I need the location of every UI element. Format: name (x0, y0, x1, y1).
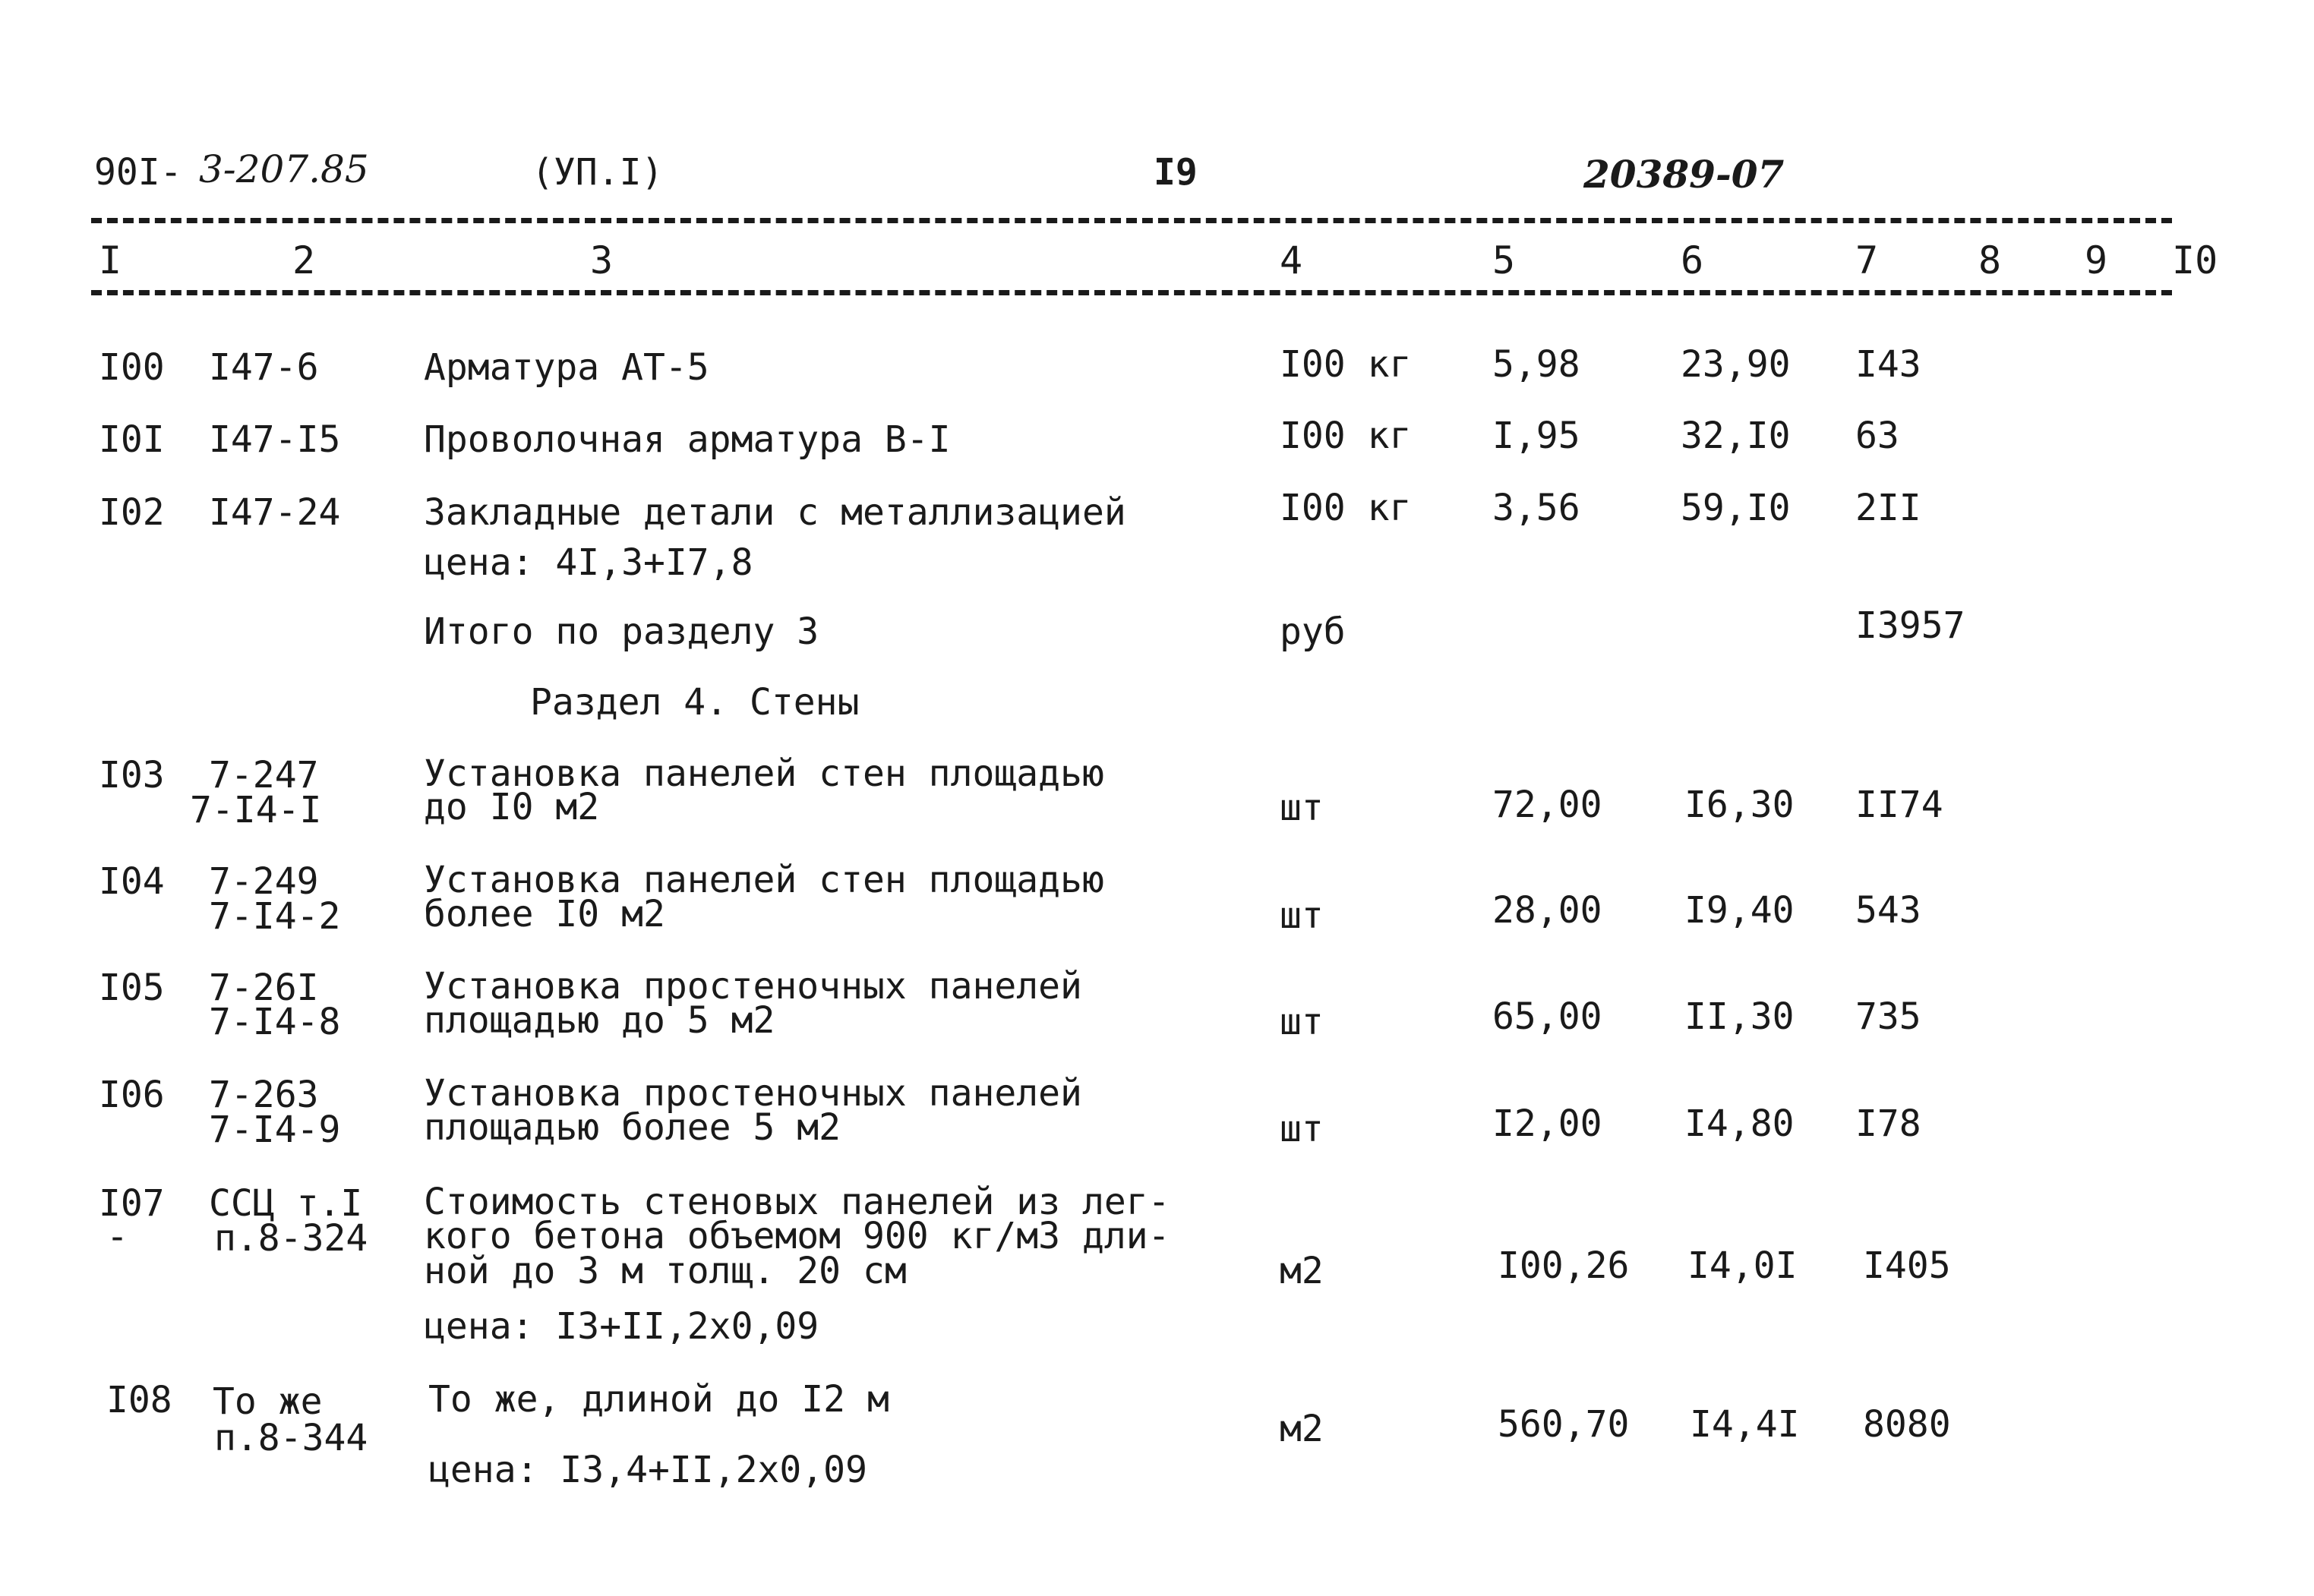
section-total-label: Итого по разделу 3 (424, 610, 819, 653)
row-description: Установка простеночных панелей (424, 1072, 1082, 1115)
row-description: Арматура АТ-5 (424, 346, 709, 389)
row-unit: шт (1280, 787, 1324, 829)
row-unit: I00 кг (1280, 343, 1412, 386)
row-description-cont: до I0 м2 (424, 786, 600, 828)
row-quantity: I2,00 (1492, 1102, 1602, 1145)
row-quantity: 28,00 (1492, 889, 1602, 932)
row-unit: шт (1280, 894, 1324, 937)
row-number: I03 (99, 754, 165, 796)
row-unit-price: 32,I0 (1681, 415, 1791, 457)
row-unit: I00 кг (1280, 487, 1412, 529)
column-header-4: 4 (1280, 238, 1303, 282)
sheet-code: 20389-07 (1583, 152, 1785, 197)
row-number: I08 (106, 1379, 172, 1421)
row-code-secondary: п.8-344 (214, 1417, 368, 1459)
header-top-divider (91, 218, 2172, 223)
row-total: 2II (1855, 487, 1921, 529)
column-header-10: I0 (2172, 238, 2218, 282)
row-description-cont: кого бетона объемом 900 кг/м3 дли- (424, 1215, 1170, 1257)
row-price-note: цена: I3+II,2х0,09 (424, 1305, 819, 1348)
row-unit-price: I4,80 (1684, 1102, 1795, 1145)
row-quantity: 3,56 (1492, 487, 1580, 529)
row-description: Установка панелей стен площадью (424, 752, 1104, 795)
row-quantity: I,95 (1492, 415, 1580, 457)
header-bottom-divider (91, 290, 2172, 295)
section-heading: Раздел 4. Стены (530, 681, 860, 724)
row-quantity: 5,98 (1492, 343, 1580, 386)
row-number: I06 (99, 1074, 165, 1116)
row-quantity: I00,26 (1498, 1244, 1630, 1287)
column-header-3: 3 (590, 238, 614, 282)
row-unit: м2 (1280, 1250, 1324, 1292)
row-code-secondary: 7-I4-2 (209, 895, 341, 938)
row-code: I47-6 (209, 346, 319, 389)
row-quantity: 560,70 (1498, 1403, 1630, 1446)
row-unit-price: I6,30 (1684, 784, 1795, 826)
row-description: Установка простеночных панелей (424, 965, 1082, 1008)
row-code: I47-I5 (209, 418, 341, 461)
row-description: Проволочная арматура В-I (424, 418, 951, 461)
volume-label: (УП.I) (532, 151, 664, 194)
row-code: 7-247 (209, 754, 319, 796)
column-header-2: 2 (292, 238, 316, 282)
row-unit: I00 кг (1280, 415, 1412, 457)
doc-code-prefix: 90I- (94, 151, 182, 194)
row-code: I47-24 (209, 491, 341, 534)
row-description: То же, длиной до I2 м (428, 1378, 889, 1421)
row-number: I05 (99, 967, 165, 1009)
row-code-secondary: п.8-324 (214, 1217, 368, 1260)
row-number: I04 (99, 860, 165, 903)
row-code-secondary: 7-I4-9 (209, 1109, 341, 1151)
page-number: I9 (1154, 151, 1198, 194)
row-total: 543 (1855, 889, 1921, 932)
row-number: I0I (99, 418, 165, 461)
row-total: I405 (1863, 1244, 1951, 1287)
row-code-secondary: 7-I4-I (190, 789, 322, 831)
row-total: I43 (1855, 343, 1921, 386)
row-code: 7-263 (209, 1074, 319, 1116)
column-header-1: I (99, 238, 122, 282)
row-unit: шт (1280, 1108, 1324, 1150)
section-total-value: I3957 (1855, 604, 1965, 647)
row-price-note: цена: 4I,3+I7,8 (424, 541, 753, 584)
row-description-cont: более I0 м2 (424, 893, 665, 935)
row-total: I78 (1855, 1102, 1921, 1145)
row-code: 7-249 (209, 860, 319, 903)
row-unit-price: 23,90 (1681, 343, 1791, 386)
row-quantity: 65,00 (1492, 995, 1602, 1038)
row-unit-price: I4,4I (1690, 1403, 1800, 1446)
section-total-unit: руб (1280, 610, 1346, 653)
row-description: Установка панелей стен площадью (424, 859, 1104, 901)
row-unit: шт (1280, 1001, 1324, 1043)
row-number: I00 (99, 346, 165, 389)
row-total: 735 (1855, 995, 1921, 1038)
row-quantity: 72,00 (1492, 784, 1602, 826)
row-description-cont: ной до 3 м толщ. 20 см (424, 1250, 907, 1292)
row-description-cont: площадью до 5 м2 (424, 999, 775, 1042)
row-number-dash: - (106, 1216, 128, 1258)
column-header-5: 5 (1492, 238, 1516, 282)
row-number: I02 (99, 491, 165, 534)
row-unit-price: I9,40 (1684, 889, 1795, 932)
column-header-7: 7 (1855, 238, 1879, 282)
row-unit-price: 59,I0 (1681, 487, 1791, 529)
row-price-note: цена: I3,4+II,2х0,09 (428, 1449, 867, 1491)
column-header-9: 9 (2085, 238, 2108, 282)
column-header-8: 8 (1978, 238, 2002, 282)
row-total: 63 (1855, 415, 1899, 457)
row-total: II74 (1855, 784, 1943, 826)
row-unit-price: I4,0I (1687, 1244, 1798, 1287)
row-unit-price: II,30 (1684, 995, 1795, 1038)
row-number: I07 (99, 1182, 165, 1225)
row-code-secondary: 7-I4-8 (209, 1001, 341, 1043)
row-total: 8080 (1863, 1403, 1951, 1446)
row-code: ССЦ т.I (209, 1182, 363, 1225)
row-description: Стоимость стеновых панелей из лег- (424, 1181, 1170, 1223)
row-code: 7-26I (209, 967, 319, 1009)
row-unit: м2 (1280, 1408, 1324, 1450)
row-description-cont: площадью более 5 м2 (424, 1106, 841, 1149)
row-code: То же (213, 1380, 323, 1423)
doc-code-handwritten: 3-207.85 (199, 147, 369, 191)
column-header-6: 6 (1681, 238, 1704, 282)
row-description: Закладные детали с металлизацией (424, 491, 1126, 534)
